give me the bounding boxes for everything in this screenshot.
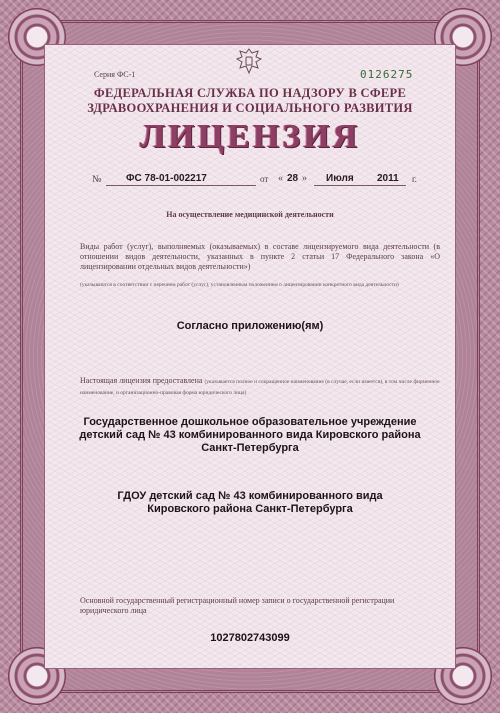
works-note: (указываются в соответствии с перечнем работ (услуг), установленным положением о лицензировании конкретного вида деятельности) — [80, 282, 399, 288]
license-day: 28 — [287, 173, 299, 184]
license-month: Июля — [326, 173, 354, 184]
license-number-row — [92, 173, 422, 189]
organization-full-name — [70, 416, 430, 455]
issued-to-label — [80, 376, 440, 398]
registration-label: Основной государственный регистрационный номер записи о государственной регистрации юридического лица — [80, 596, 395, 615]
activity-type: На осуществление медицинской деятельности — [166, 210, 334, 219]
number-sign: № — [92, 174, 102, 185]
license-number: ФС 78-01-002217 — [126, 173, 207, 184]
quote-close: » — [302, 173, 307, 184]
year-suffix: г. — [412, 174, 417, 184]
works-value: Согласно приложению(ям) — [176, 320, 324, 332]
coat-of-arms-icon — [234, 46, 264, 76]
full-name-line: детский сад № 43 комбинированного вида Кировского района — [79, 429, 421, 441]
quote-open: « — [278, 173, 283, 184]
full-name-line: Санкт-Петербурга — [201, 442, 299, 454]
organization-short-name — [70, 490, 430, 516]
license-year: 2011 — [377, 173, 399, 184]
works-description: Виды работ (услуг), выполняемых (оказываемых) в составе лицензируемого вида деятельности (в отношении видов деятельности, указанных в пункте 2 статьи 17 Федерального закона «О лицензировании отдельных видов деятельности») — [80, 242, 440, 271]
agency-name-line1: ФЕДЕРАЛЬНАЯ СЛУЖБА ПО НАДЗОРУ В СФЕРЕ — [93, 86, 407, 100]
short-name-line: Кировского района Санкт-Петербурга — [147, 503, 353, 515]
registration-number: 1027802743099 — [210, 632, 290, 644]
issued-note: (указывается полное и сокращенное наименование (в случае, если имеется), в том числе фирменное наименование, и организационно-правовая форма юридического лица) — [80, 379, 440, 396]
serial-number: 0126275 — [360, 68, 414, 81]
agency-name-line2: ЗДРАВООХРАНЕНИЯ И СОЦИАЛЬНОГО РАЗВИТИЯ — [87, 101, 413, 115]
document-title: ЛИЦЕНЗИЯ — [139, 118, 361, 155]
date-from-label: от — [260, 174, 269, 184]
issued-label: Настоящая лицензия предоставлена — [80, 376, 203, 385]
full-name-line: Государственное дошкольное образовательное учреждение — [83, 416, 417, 428]
short-name-line: ГДОУ детский сад № 43 комбинированного вида — [117, 490, 383, 502]
series-label: Серия ФС-1 — [94, 70, 136, 79]
